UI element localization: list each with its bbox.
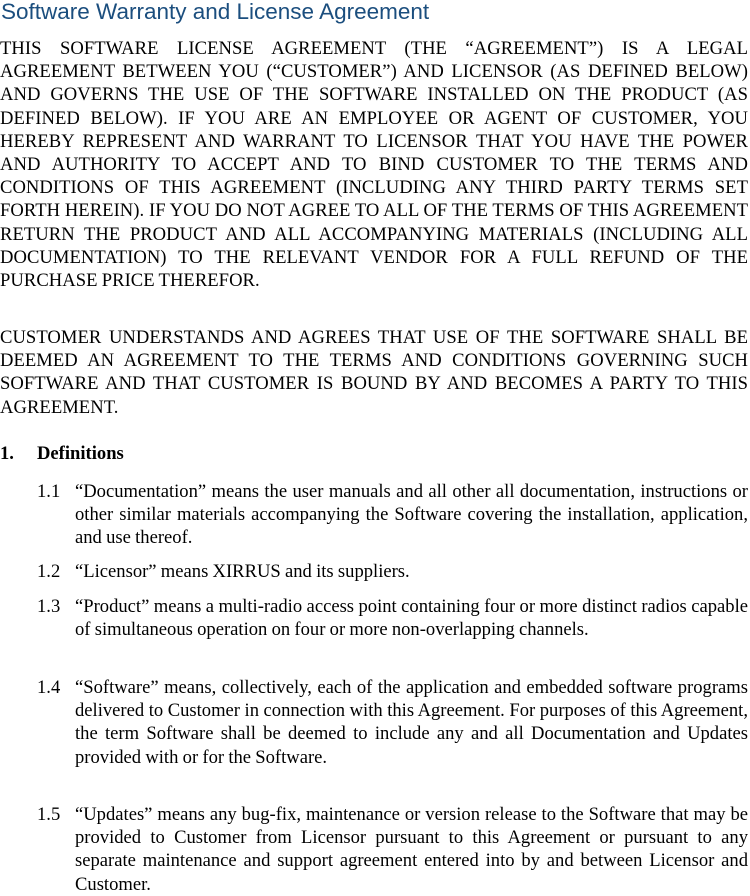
- definition-text: “Product” means a multi-radio access point containing four or more distinct radios capable of simultaneous operation on four or more non-overlapping channels.: [75, 596, 748, 641]
- definition-number: 1.4: [37, 677, 61, 698]
- section-title: Definitions: [37, 443, 124, 464]
- definition-text: “Documentation” means the user manuals and all other all documentation, instructions or other similar materials accompanying the Software covering the installation, application, and use thereof.: [75, 481, 748, 549]
- definition-number: 1.3: [37, 596, 61, 617]
- definition-text: “Licensor” means XIRRUS and its suppliers.: [75, 561, 410, 582]
- definition-text: “Software” means, collectively, each of the application and embedded software programs delivered to Customer in connection with this Agreement. For purposes of this Agreement, the term Software shall be deemed to include any and all Documentation and Updates provided with or for the Software.: [75, 677, 748, 768]
- document-title: Software Warranty and License Agreement: [1, 0, 430, 24]
- definition-product: [0, 595, 748, 641]
- section-number: 1.: [0, 443, 14, 464]
- definition-documentation: [0, 480, 748, 550]
- definition-updates: [0, 803, 748, 896]
- definition-text: “Updates” means any bug-fix, maintenance or version release to the Software that may be provided to Customer from Licensor pursuant to this Agreement or pursuant to any separate maintenance and support agreement entered into by and between Licensor and Customer.: [75, 804, 748, 895]
- definition-licensor: [0, 560, 748, 583]
- definition-number: 1.2: [37, 561, 61, 582]
- acceptance-paragraph: CUSTOMER UNDERSTANDS AND AGREES THAT USE OF THE SOFTWARE SHALL BE DEEMED AN AGREEMENT TO THE TERMS AND CONDITIONS GOVERNING SUCH SOFTWARE AND THAT CUSTOMER IS BOUND BY AND BECOMES A PARTY TO THIS AGREEMENT.: [0, 327, 748, 418]
- intro-paragraph: THIS SOFTWARE LICENSE AGREEMENT (THE “AGREEMENT”) IS A LEGAL AGREEMENT BETWEEN YOU (“CUSTOMER”) AND LICENSOR (AS DEFINED BELOW) AND GOVERNS THE USE OF THE SOFTWARE INSTALLED ON THE PRODUCT (AS DEFINED BELOW). IF YOU ARE AN EMPLOYEE OR AGENT OF CUSTOMER, YOU HEREBY REPRESENT AND WARRANT TO LICENSOR THAT YOU HAVE THE POWER AND AUTHORITY TO ACCEPT AND TO BIND CUSTOMER TO THE TERMS AND CONDITIONS OF THIS AGREEMENT (INCLUDING ANY THIRD PARTY TERMS SET FORTH HEREIN). IF YOU DO NOT AGREE TO ALL OF THE TERMS OF THIS AGREEMENT RETURN THE PRODUCT AND ALL ACCOMPANYING MATERIALS (INCLUDING ALL DOCUMENTATION) TO THE RELEVANT VENDOR FOR A FULL REFUND OF THE PURCHASE PRICE THEREFOR.: [0, 38, 748, 292]
- definitions-heading: [0, 442, 300, 465]
- definition-number: 1.5: [37, 804, 61, 825]
- definition-software: [0, 676, 748, 769]
- definition-number: 1.1: [37, 481, 61, 502]
